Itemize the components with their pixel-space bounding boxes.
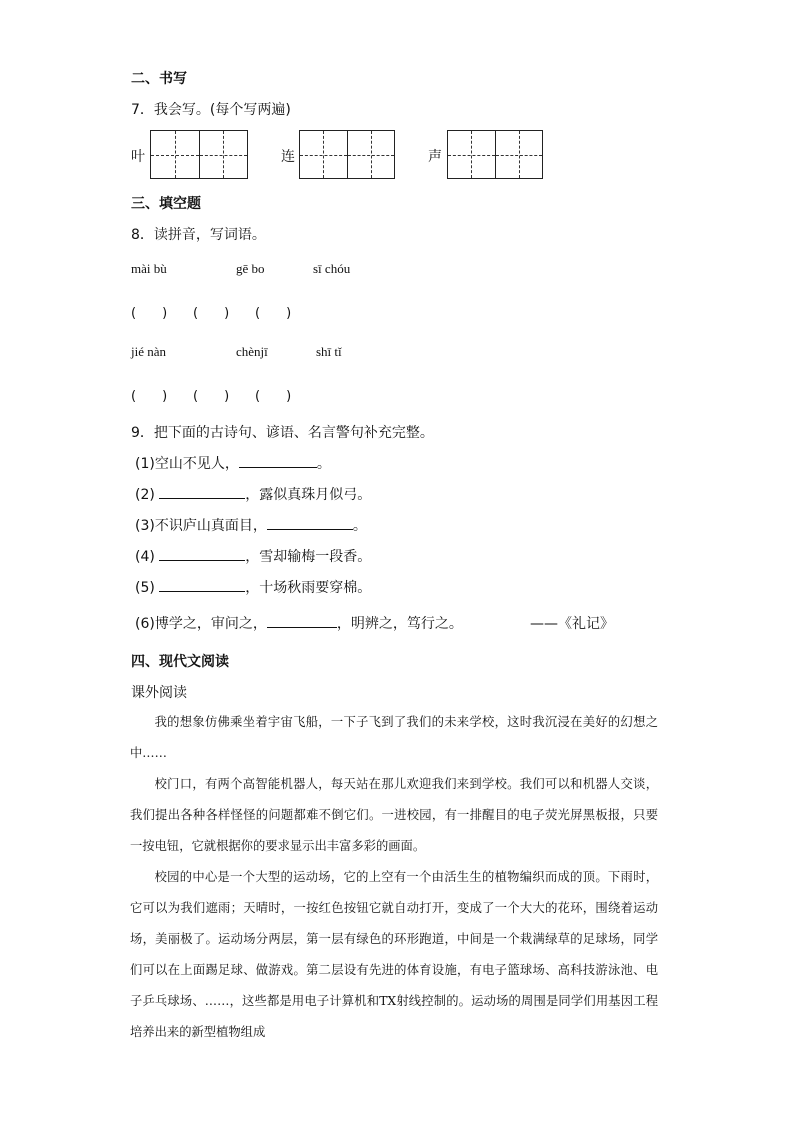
fill-blank[interactable]	[159, 484, 245, 499]
write-char-3: 声	[428, 149, 442, 165]
quote-source: ——《礼记》	[530, 616, 614, 632]
write-char-1: 叶	[131, 149, 145, 165]
write-char-2: 连	[281, 149, 295, 165]
item-number: (3)	[135, 518, 155, 534]
fill-blank[interactable]	[159, 546, 245, 561]
question-9-prompt: 9．把下面的古诗句、谚语、名言警句补充完整。	[131, 425, 434, 441]
answer-paren-5[interactable]: ( )	[193, 389, 230, 404]
section-heading-writing: 二、书写	[131, 71, 187, 87]
fill-blank[interactable]	[267, 515, 353, 530]
answer-paren-6[interactable]: ( )	[255, 389, 292, 404]
answer-paren-1[interactable]: ( )	[131, 306, 168, 321]
writing-grid-1[interactable]	[150, 130, 248, 179]
item-number: (6)	[135, 616, 155, 632]
grid-cell[interactable]	[347, 131, 395, 178]
item-text-before: 不识庐山真面目，	[154, 518, 267, 534]
question-8-prompt: 8．读拼音，写词语。	[131, 227, 266, 243]
fill-item-3	[135, 515, 367, 535]
answer-paren-4[interactable]: ( )	[131, 389, 168, 404]
pinyin-6: shī tǐ	[316, 344, 342, 359]
item-number: (1)	[135, 456, 155, 472]
grid-cell[interactable]	[199, 131, 248, 178]
reading-paragraph-3: 校园的中心是一个大型的运动场，它的上空有一个由活生生的植物编织而成的顶。下雨时，它可以为我们遮雨；天晴时，一按红色按钮它就自动打开，变成了一个大大的花环，围绕着运动场，美丽极了。运动场分两层，第一层有绿色的环形跑道，中间是一个栽满绿草的足球场，同学们可以在上面踢足球、做游戏。第二层设有先进的体育设施，有电子篮球场、高科技游泳池、电子乒乓球场、……，这些都是用电子计算机和TX射线控制的。运动场的周围是同学们用基因工程培养出来的新型植物组成	[130, 870, 658, 1039]
writing-grid-3[interactable]	[447, 130, 543, 179]
item-number: (2)	[135, 487, 155, 503]
item-number: (4)	[135, 549, 155, 565]
fill-item-2	[135, 484, 371, 504]
item-text-after: 。	[316, 456, 331, 472]
fill-blank[interactable]	[159, 577, 245, 592]
fill-blank[interactable]	[239, 453, 317, 468]
item-text-after: ，雪却输梅一段香。	[245, 549, 372, 565]
pinyin-1: mài bù	[131, 261, 167, 276]
grid-cell[interactable]	[151, 131, 199, 178]
answer-paren-2[interactable]: ( )	[193, 306, 230, 321]
section-heading-reading: 四、现代文阅读	[131, 654, 229, 670]
reading-passage	[130, 707, 658, 1048]
grid-cell[interactable]	[495, 131, 543, 178]
answer-paren-3[interactable]: ( )	[255, 306, 292, 321]
fill-item-1	[135, 453, 331, 473]
fill-item-5	[135, 577, 371, 597]
writing-grid-2[interactable]	[299, 130, 395, 179]
item-text-after: ，十场秋雨要穿棉。	[245, 580, 372, 596]
pinyin-2: gē bo	[236, 261, 265, 276]
grid-cell[interactable]	[300, 131, 347, 178]
fill-item-6	[135, 613, 463, 633]
reading-subheading: 课外阅读	[131, 685, 187, 701]
grid-cell[interactable]	[448, 131, 495, 178]
reading-paragraph-1: 我的想象仿佛乘坐着宇宙飞船，一下子飞到了我们的未来学校，这时我沉浸在美好的幻想之中……	[130, 715, 658, 760]
item-text-before: 博学之，审问之，	[154, 616, 267, 632]
pinyin-3: sī chóu	[313, 261, 351, 276]
question-7-prompt: 7．我会写。(每个写两遍)	[131, 102, 291, 118]
fill-blank[interactable]	[267, 613, 337, 628]
section-heading-fill-blank: 三、填空题	[131, 196, 201, 212]
item-number: (5)	[135, 580, 155, 596]
item-text-after: ，露似真珠月似弓。	[245, 487, 372, 503]
item-text-before: 空山不见人，	[154, 456, 239, 472]
item-text-after: 。	[352, 518, 367, 534]
fill-item-4	[135, 546, 371, 566]
pinyin-5: chènjī	[236, 344, 268, 359]
item-text-after: ，明辨之，笃行之。	[336, 616, 463, 632]
pinyin-4: jié nàn	[131, 344, 167, 359]
reading-paragraph-2: 校门口，有两个高智能机器人，每天站在那儿欢迎我们来到学校。我们可以和机器人交谈，我们提出各种各样怪怪的问题都难不倒它们。一进校园，有一排醒目的电子荧光屏黑板报，只要一按电钮，它就根据你的要求显示出丰富多彩的画面。	[130, 777, 658, 853]
